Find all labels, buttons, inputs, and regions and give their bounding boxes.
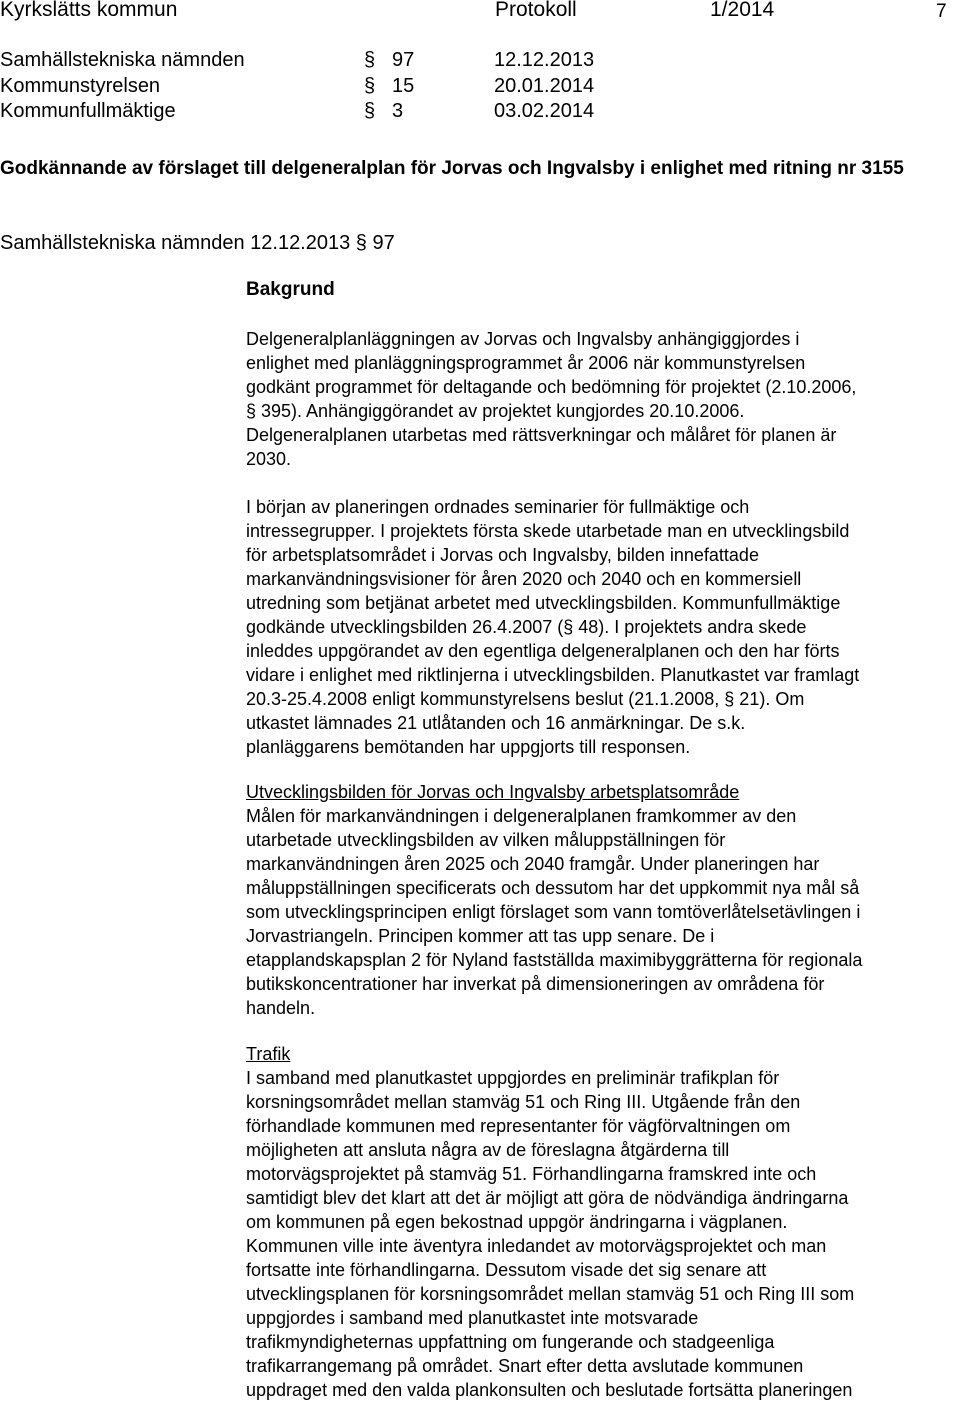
protocol-number: 1/2014 (710, 0, 775, 21)
meeting-section: 3 (392, 100, 404, 122)
text-line: förhandlade kommunen med representanter för vägförvaltningen om (246, 1116, 791, 1136)
meeting-date: 20.01.2014 (494, 75, 595, 97)
text-line: Delgeneralplanläggningen av Jorvas och Ingvalsby anhängiggjordes i (246, 329, 800, 349)
text-line: etapplandskapsplan 2 för Nyland fastställda maximibyggrätterna för regionala (246, 950, 863, 970)
municipality-name: Kyrkslätts kommun (0, 0, 178, 21)
text-line: godkände utvecklingsbilden 26.4.2007 (§ 48). I projektets andra skede (246, 617, 807, 637)
text-line: Delgeneralplanen utarbetas med rättsverkningar och målåret för planen är (246, 425, 837, 445)
text-line: måluppställningen specificerats och dessutom har det uppkommit nya mål så (246, 878, 860, 898)
text-line: enlighet med planläggningsprogrammet år 2006 när kommunstyrelsen (246, 353, 806, 373)
text-line: korsningsområdet mellan stamväg 51 och Ring III. Utgående från den (246, 1092, 801, 1112)
text-line: I samband med planutkastet uppgjordes en preliminär trafikplan för (246, 1068, 780, 1088)
subheading-traffic: Trafik (246, 1044, 291, 1064)
text-line: uppgjordes i samband med planutkastet inte motsvarade (246, 1308, 699, 1328)
text-line: utarbetade utvecklingsbilden av vilken måluppställningen för (246, 830, 726, 850)
text-line: möjligheten att ansluta några av de föreslagna åtgärderna till (246, 1140, 730, 1160)
text-line: trafikarrangemang på området. Snart efter detta avslutade kommunen (246, 1356, 804, 1376)
section-symbol: § (364, 75, 376, 97)
meeting-body: Kommunstyrelsen (0, 75, 161, 97)
meeting-date: 03.02.2014 (494, 100, 595, 122)
meeting-date: 12.12.2013 (494, 49, 595, 71)
text-line: om kommunen på egen bekostnad uppgör ändringarna i vägplanen. (246, 1212, 788, 1232)
text-line: godkänt programmet för deltagande och bedömning för projektet (2.10.2006, (246, 377, 857, 397)
subheading-development-plan: Utvecklingsbilden för Jorvas och Ingvalsby arbetsplatsområde (246, 782, 740, 802)
paragraph (246, 780, 958, 1020)
meeting-body: Samhällstekniska nämnden (0, 49, 245, 71)
text-line: Målen för markanvändningen i delgeneralplanen framkommer av den (246, 806, 797, 826)
paragraph (246, 327, 958, 471)
text-line: I början av planeringen ordnades seminarier för fullmäktige och (246, 497, 750, 517)
section-heading: Bakgrund (246, 279, 335, 300)
text-line: samtidigt blev det klart att det är möjligt att göra de nödvändiga ändringarna (246, 1188, 849, 1208)
text-line: trafikmyndigheternas uppfattning om fungerande och stadgeenliga (246, 1332, 775, 1352)
section-symbol: § (364, 49, 376, 71)
text-line: planläggarens bemötanden har uppgjorts till responsen. (246, 737, 691, 757)
text-line: Kommunen ville inte äventyra inledandet av motorvägsprojektet och man (246, 1236, 827, 1256)
text-line: markanvändningen åren 2025 och 2040 framgår. Under planeringen har (246, 854, 820, 874)
text-line: utredning som betjänat arbetet med utvecklingsbilden. Kommunfullmäktige (246, 593, 841, 613)
text-line: för arbetsplatsområdet i Jorvas och Ingvalsby, bilden innefattade (246, 545, 759, 565)
subsection-reference: Samhällstekniska nämnden 12.12.2013 § 97 (0, 232, 395, 254)
text-line: markanvändningsvisioner för åren 2020 och 2040 och en kommersiell (246, 569, 802, 589)
document-type: Protokoll (495, 0, 577, 21)
text-line: Jorvastriangeln. Principen kommer att tas upp senare. De i (246, 926, 715, 946)
text-line: motorvägsprojektet på stamväg 51. Förhandlingarna framskred inte och (246, 1164, 817, 1184)
paragraph (246, 1042, 958, 1402)
text-line: inleddes uppgörandet av den egentliga delgeneralplanen och den har förts (246, 641, 840, 661)
text-line: § 395). Anhängiggörandet av projektet kungjordes 20.10.2006. (246, 401, 745, 421)
text-line: butikskoncentrationer har inverkat på dimensioneringen av områdena för (246, 974, 825, 994)
text-line: som utvecklingsprincipen enligt förslaget som vann tomtöverlåtelsetävlingen i (246, 902, 861, 922)
meeting-section: 97 (392, 49, 415, 71)
document-title: Godkännande av förslaget till delgeneralplan för Jorvas och Ingvalsby i enlighet med ritning nr 3155 (0, 158, 904, 179)
text-line: 20.3-25.4.2008 enligt kommunstyrelsens beslut (21.1.2008, § 21). Om (246, 689, 805, 709)
text-line: utkastet lämnades 21 utlåtanden och 16 anmärkningar. De s.k. (246, 713, 746, 733)
text-line: vidare i enlighet med riktlinjerna i utvecklingsbilden. Planutkastet var framlagt (246, 665, 860, 685)
meeting-section: 15 (392, 75, 415, 97)
text-line: uppdraget med den valda plankonsulten och beslutade fortsätta planeringen (246, 1380, 853, 1400)
text-line: handeln. (246, 998, 316, 1018)
text-line: utvecklingsplanen för korsningsområdet mellan stamväg 51 och Ring III som (246, 1284, 855, 1304)
text-line: fortsatte inte förhandlingarna. Dessutom visade det sig senare att (246, 1260, 767, 1280)
text-line: intressegrupper. I projektets första skede utarbetade man en utvecklingsbild (246, 521, 850, 541)
meeting-body: Kommunfullmäktige (0, 100, 176, 122)
paragraph (246, 495, 958, 759)
page-number: 7 (936, 1, 947, 22)
section-symbol: § (364, 100, 376, 122)
text-line: 2030. (246, 449, 292, 469)
